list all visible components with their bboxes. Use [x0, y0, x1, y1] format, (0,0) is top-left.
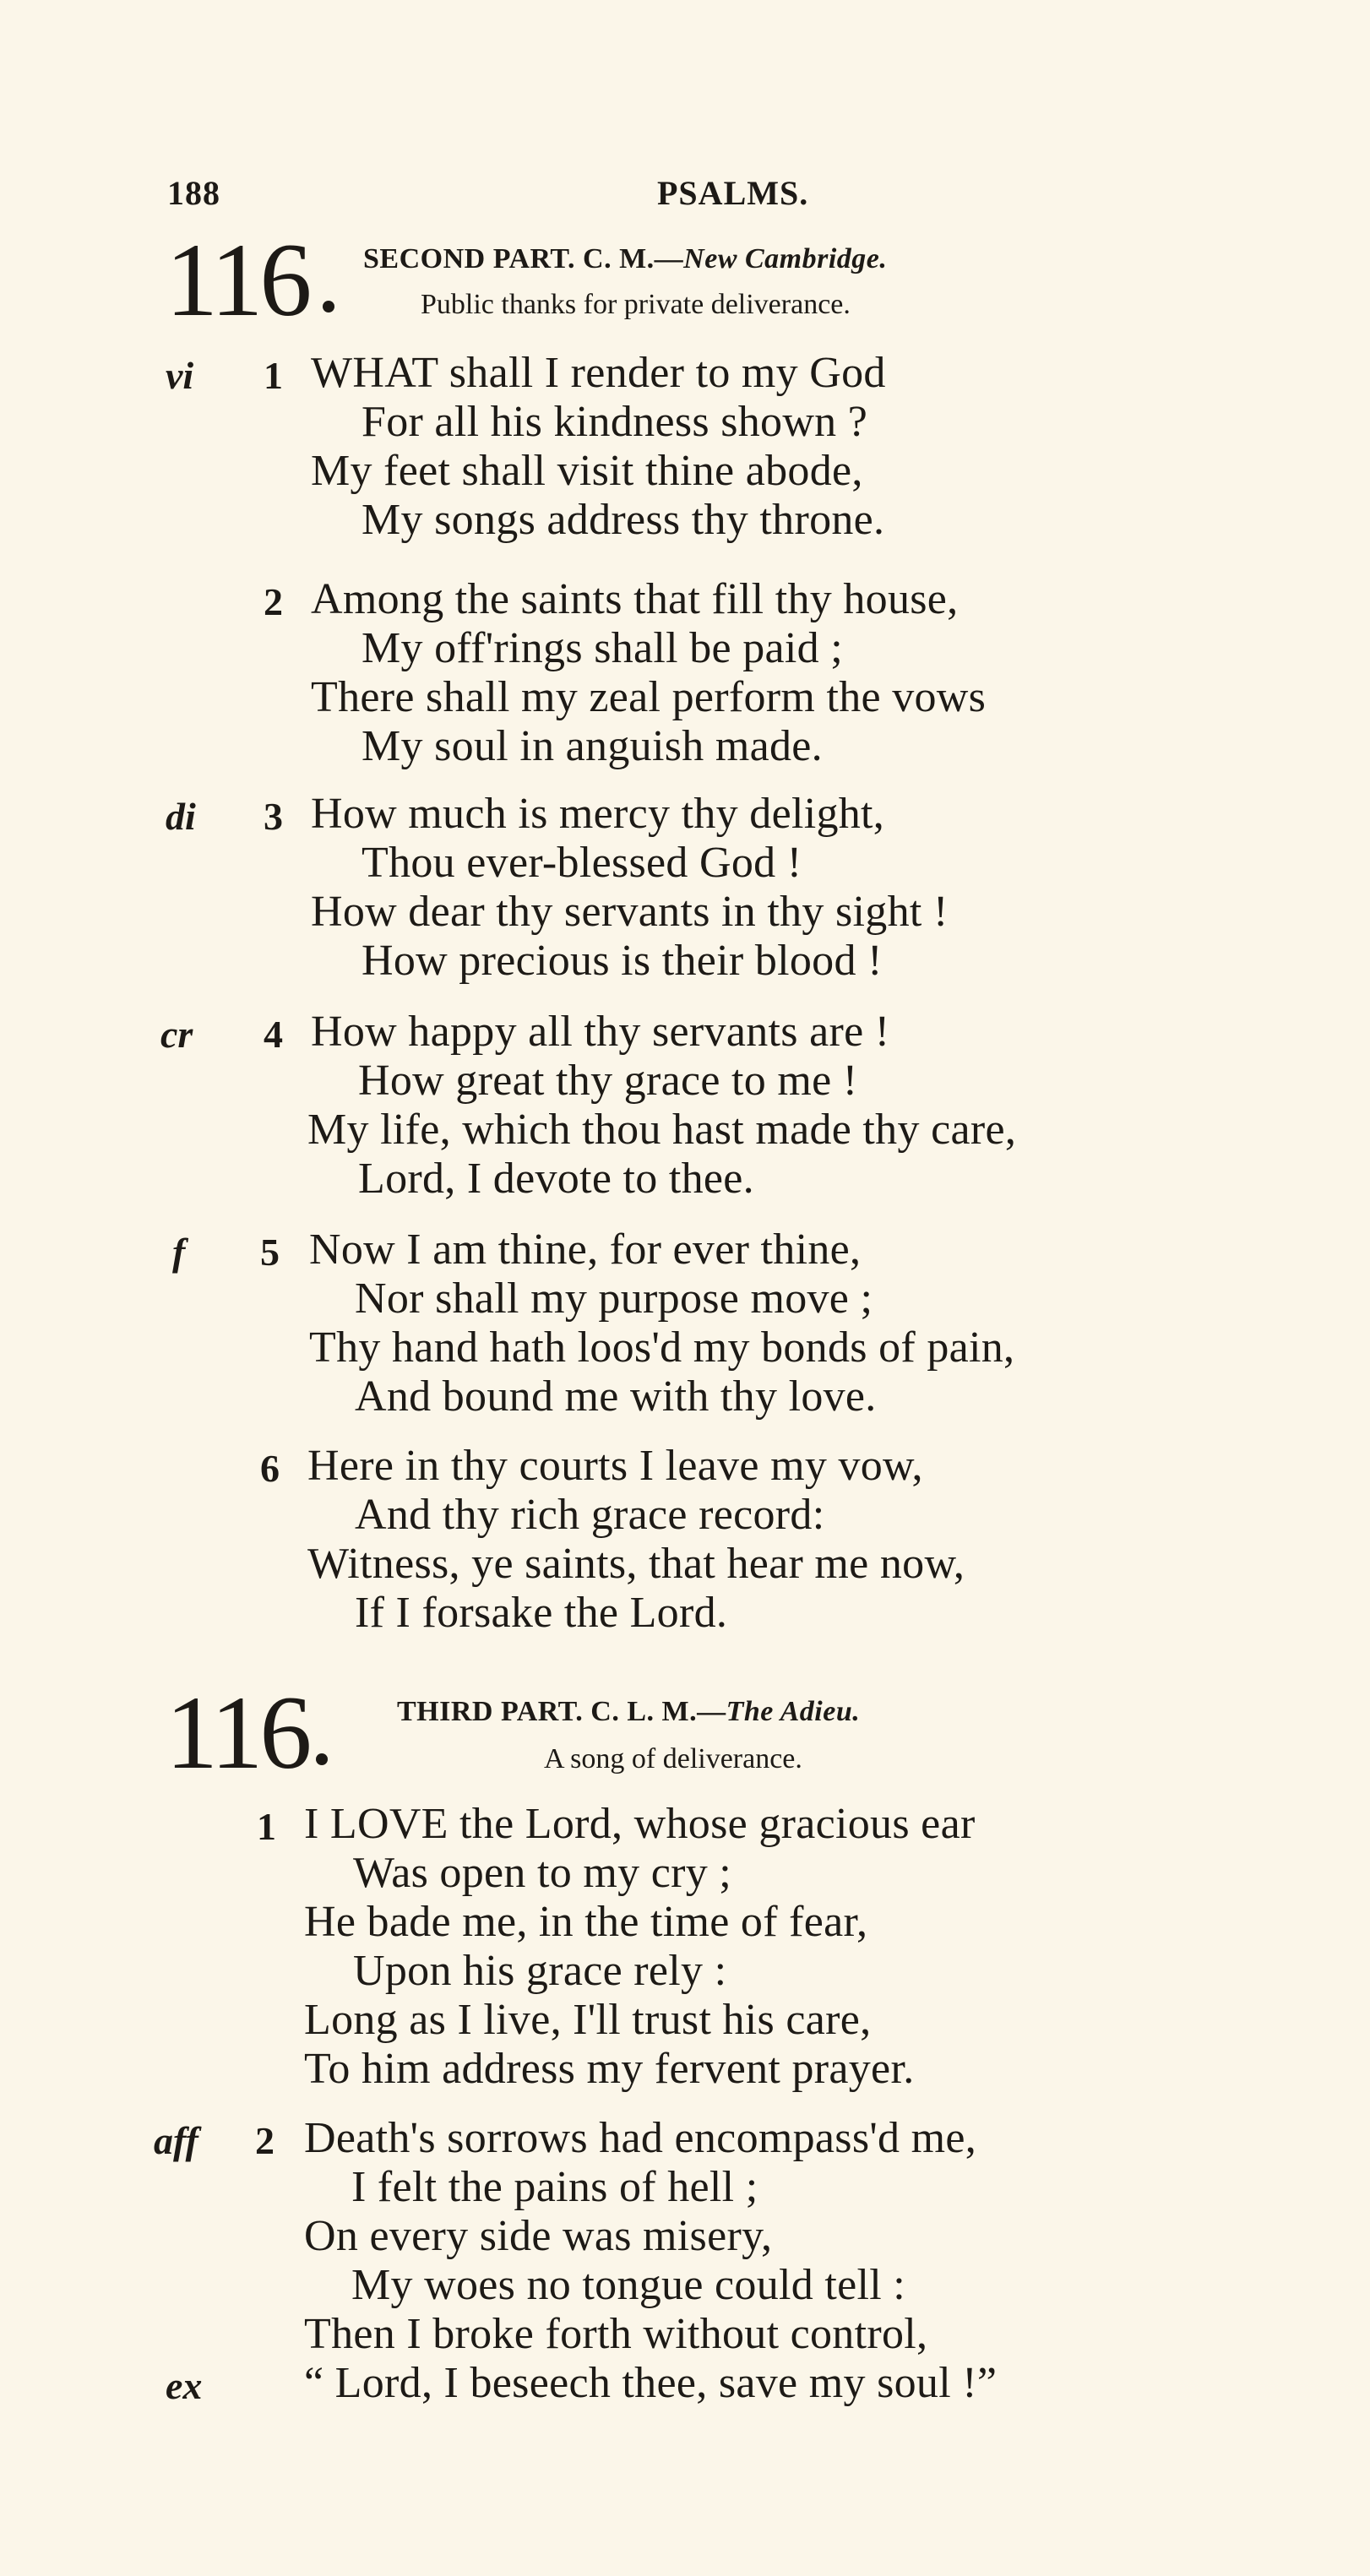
- verse-line: My feet shall visit thine abode,: [311, 447, 863, 495]
- verse-line: My woes no tongue could tell :: [351, 2261, 906, 2309]
- hymn-meter-line: [363, 243, 887, 275]
- verse-line: How dear thy servants in thy sight !: [311, 888, 949, 936]
- verse-line: Death's sorrows had encompass'd me,: [304, 2114, 977, 2162]
- verse-line: My songs address thy throne.: [362, 496, 885, 544]
- verse-line: Lord, I devote to thee.: [358, 1155, 754, 1203]
- verse-line: I felt the pains of hell ;: [351, 2163, 758, 2211]
- verse-line: How much is mercy thy delight,: [311, 790, 885, 838]
- hymn-meter-line: [397, 1696, 860, 1728]
- verse-line: WHAT shall I render to my God: [311, 349, 886, 397]
- verse-number: 3: [264, 795, 283, 838]
- hymn-number-period: [316, 1753, 328, 1765]
- verse-line: Thy hand hath loos'd my bonds of pain,: [309, 1323, 1015, 1372]
- hymn-tune: The Adieu.: [726, 1696, 861, 1727]
- hymn-part: THIRD PART.: [397, 1696, 584, 1727]
- dynamic-mark: di: [166, 795, 196, 838]
- page-number: 188: [167, 174, 220, 212]
- verse-line: Witness, ye saints, that hear me now,: [307, 1540, 965, 1588]
- hymn-tune: New Cambridge.: [683, 243, 888, 274]
- verse-line: For all his kindness shown ?: [362, 398, 868, 446]
- verse-line: Then I broke forth without control,: [304, 2310, 928, 2358]
- verse-line: If I forsake the Lord.: [355, 1589, 728, 1637]
- verse-line: How happy all thy servants are !: [311, 1008, 890, 1056]
- verse-line: To him address my fervent prayer.: [304, 2045, 915, 2093]
- hymn-subject: A song of deliverance.: [544, 1743, 802, 1774]
- verse-line: There shall my zeal perform the vows: [311, 673, 987, 721]
- verse-line: My life, which thou hast made thy care,: [307, 1106, 1017, 1154]
- verse-line: How great thy grace to me !: [358, 1057, 858, 1105]
- verse-line: Long as I live, I'll trust his care,: [304, 1996, 872, 2044]
- verse-line: Upon his grace rely :: [353, 1947, 727, 1995]
- dynamic-mark: f: [172, 1231, 186, 1274]
- hymn-meter: C. M.—: [583, 243, 684, 274]
- verse-line: Among the saints that fill thy house,: [311, 575, 959, 623]
- verse-number: 1: [257, 1805, 276, 1848]
- hymn-subject: Public thanks for private deliverance.: [421, 289, 851, 320]
- hymn-part: SECOND PART.: [363, 243, 576, 274]
- verse-line: Now I am thine, for ever thine,: [309, 1226, 862, 1274]
- verse-line: Here in thy courts I leave my vow,: [307, 1442, 923, 1490]
- dynamic-mark: cr: [160, 1013, 193, 1056]
- verse-line: Thou ever-blessed God !: [362, 839, 802, 887]
- dynamic-mark: vi: [166, 354, 194, 397]
- verse-line: How precious is their blood !: [362, 937, 883, 985]
- dynamic-mark: aff: [154, 2119, 198, 2162]
- verse-line: On every side was misery,: [304, 2212, 773, 2260]
- hymn-meter: C. L. M.—: [590, 1696, 726, 1727]
- verse-line: My off'rings shall be paid ;: [362, 624, 843, 672]
- verse-number: 1: [264, 354, 283, 397]
- hymn-number: 116: [166, 222, 309, 338]
- verse-line: My soul in anguish made.: [362, 722, 823, 770]
- verse-line: I LOVE the Lord, whose gracious ear: [304, 1800, 976, 1848]
- verse-line: “ Lord, I beseech thee, save my soul !”: [304, 2359, 998, 2407]
- verse-line: He bade me, in the time of fear,: [304, 1898, 868, 1946]
- dynamic-mark: ex: [166, 2364, 203, 2407]
- verse-number: 6: [260, 1447, 280, 1490]
- verse-number: 5: [260, 1231, 280, 1274]
- verse-number: 2: [264, 580, 283, 623]
- hymn-number-period: [323, 301, 334, 312]
- verse-number: 4: [264, 1013, 283, 1056]
- verse-line: Nor shall my purpose move ;: [355, 1274, 873, 1323]
- verse-number: 2: [255, 2119, 275, 2162]
- verse-line: And thy rich grace record:: [355, 1491, 825, 1539]
- hymn-number: 116: [166, 1675, 309, 1791]
- running-title: PSALMS.: [657, 174, 809, 212]
- verse-line: And bound me with thy love.: [355, 1372, 877, 1421]
- verse-line: Was open to my cry ;: [353, 1849, 732, 1897]
